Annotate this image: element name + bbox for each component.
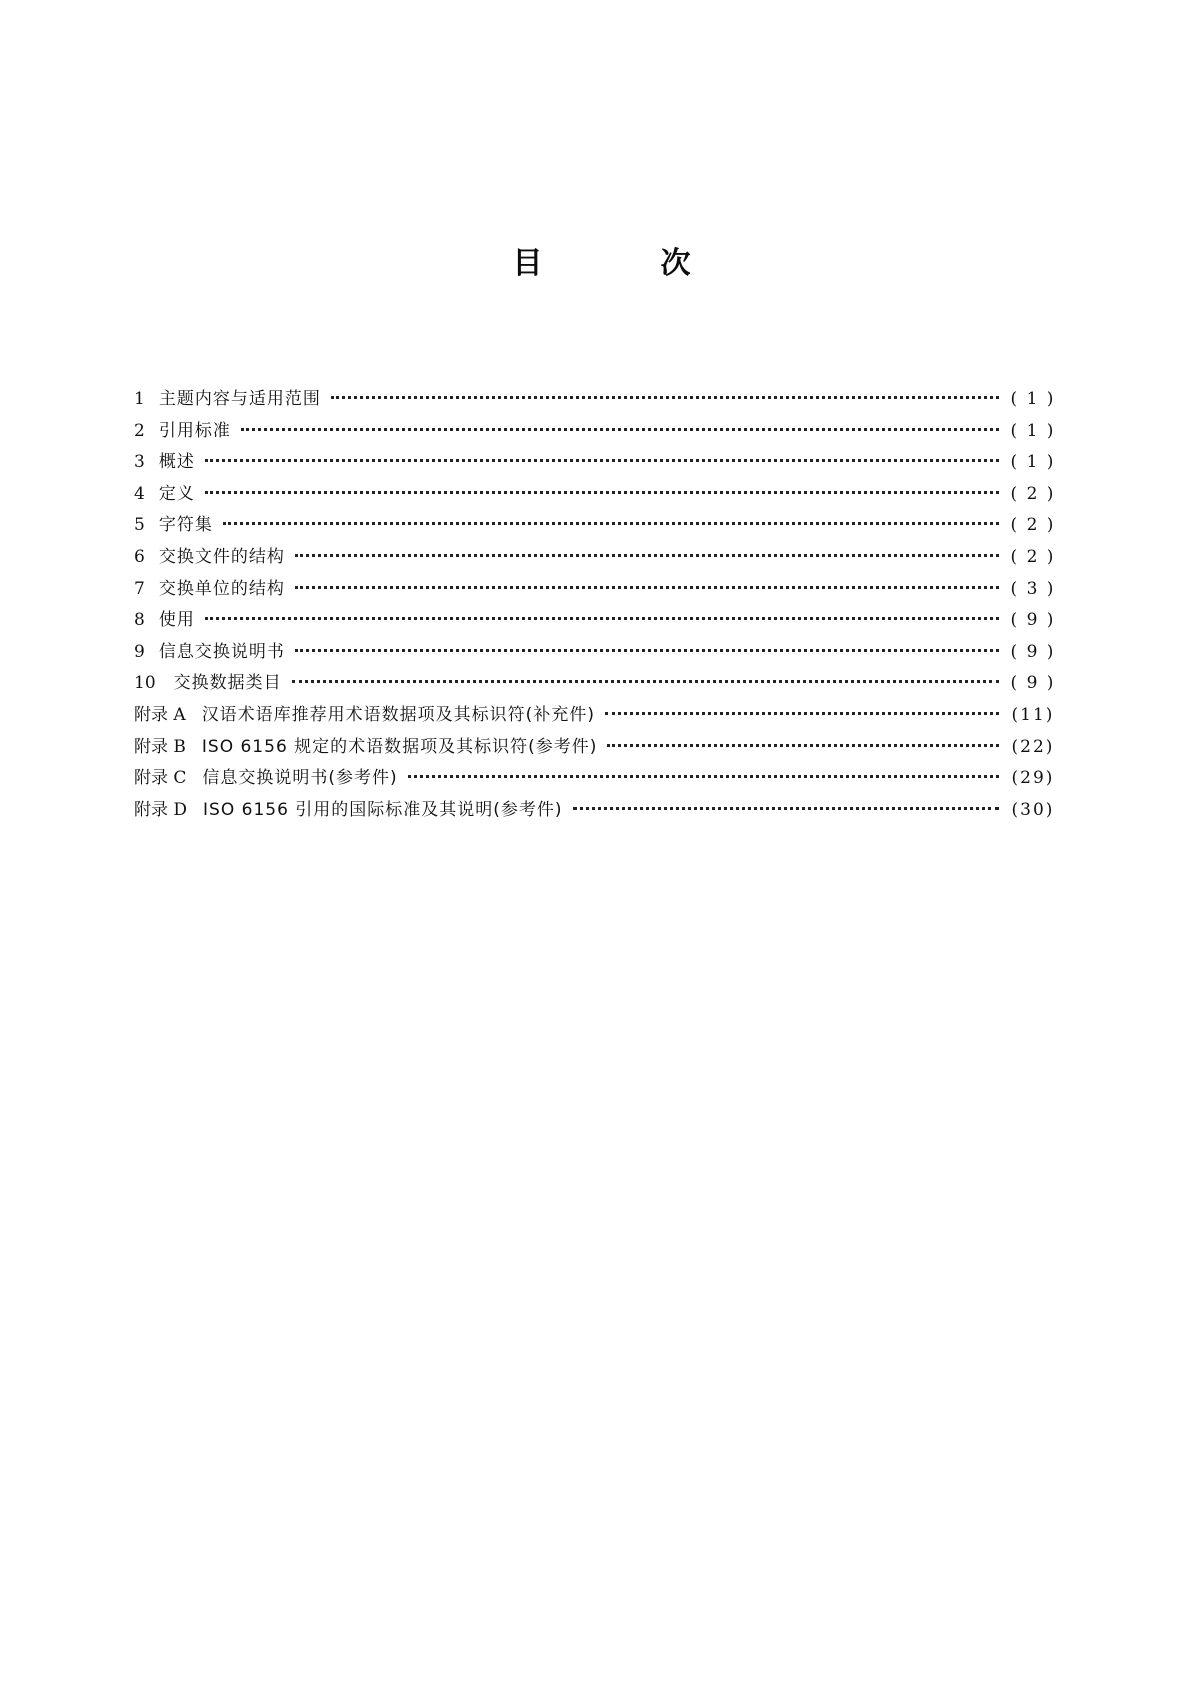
toc-entry-title: 信息交换说明书 — [158, 641, 285, 662]
toc-entry — [134, 416, 1059, 448]
toc-entry-page: ( 9 ) — [1010, 641, 1056, 662]
table-of-contents — [134, 384, 1059, 826]
toc-appendix-label: 附录 D — [134, 799, 188, 820]
toc-entry-page: (30) — [1011, 799, 1055, 820]
toc-entry-page: ( 1 ) — [1010, 420, 1056, 441]
toc-leader-dots — [295, 648, 999, 652]
toc-entry-title: ISO 6156 规定的术语数据项及其标识符(参考件) — [201, 736, 598, 757]
toc-leader-dots — [295, 553, 999, 557]
toc-entry-number: 5 — [134, 515, 145, 536]
toc-leader-dots — [331, 395, 999, 399]
toc-appendix-label: 附录 C — [134, 768, 187, 789]
toc-appendix-entry — [134, 700, 1059, 732]
toc-leader-dots — [205, 490, 999, 494]
toc-entry-page: ( 9 ) — [1010, 610, 1056, 631]
toc-entry-page: ( 2 ) — [1010, 546, 1056, 567]
toc-leader-dots — [605, 711, 999, 715]
toc-entry-title: ISO 6156 引用的国际标准及其说明(参考件) — [203, 799, 563, 820]
toc-entry-number: 7 — [134, 578, 145, 599]
toc-leader-dots — [408, 774, 999, 778]
toc-entry — [134, 637, 1059, 669]
toc-entry-title: 使用 — [158, 610, 195, 631]
page-title-char-2: 次 — [660, 246, 691, 281]
toc-entry-page: (29) — [1011, 768, 1055, 789]
toc-leader-dots — [607, 743, 999, 747]
toc-entry-title: 概述 — [158, 452, 195, 473]
toc-entry-page: ( 2 ) — [1010, 483, 1056, 504]
toc-entry-number: 3 — [134, 452, 145, 473]
toc-appendix-entry — [134, 732, 1059, 764]
toc-appendix-entry — [134, 795, 1059, 827]
toc-appendix-entry — [134, 763, 1059, 795]
toc-entry — [134, 574, 1059, 606]
toc-entry-number: 9 — [134, 641, 145, 662]
toc-entry-number: 4 — [134, 483, 145, 504]
toc-entry-page: ( 9 ) — [1010, 673, 1056, 694]
toc-entry-title: 定义 — [158, 483, 195, 504]
toc-entry — [134, 668, 1059, 700]
toc-entry-number: 6 — [134, 546, 145, 567]
toc-leader-dots — [295, 585, 999, 589]
toc-leader-dots — [241, 427, 999, 431]
toc-entry — [134, 605, 1059, 637]
toc-entry-title: 交换数据类目 — [173, 673, 282, 694]
toc-entry-number: 1 — [134, 389, 145, 409]
toc-entry-title: 交换文件的结构 — [158, 546, 285, 567]
toc-entry-page: ( 1 ) — [1010, 389, 1056, 409]
toc-leader-dots — [292, 679, 999, 683]
toc-leader-dots — [205, 616, 999, 620]
toc-entry — [134, 479, 1059, 511]
toc-entry-title: 交换单位的结构 — [158, 578, 285, 599]
toc-entry-page: ( 1 ) — [1010, 452, 1056, 473]
toc-leader-dots — [205, 458, 999, 462]
toc-entry — [134, 447, 1059, 479]
toc-entry-page: ( 3 ) — [1010, 578, 1056, 599]
toc-entry-title: 信息交换说明书(参考件) — [202, 768, 398, 789]
toc-entry-page: (22) — [1011, 736, 1055, 757]
toc-entry-number: 8 — [134, 610, 145, 631]
toc-leader-dots — [573, 806, 999, 810]
toc-entry-number: 10 — [134, 673, 156, 694]
toc-entry — [134, 510, 1059, 542]
toc-entry-page: ( 2 ) — [1010, 515, 1056, 536]
page-title-char-1: 目 — [512, 246, 543, 281]
toc-entry-title: 主题内容与适用范围 — [158, 389, 321, 409]
toc-entry — [134, 542, 1059, 574]
page-title — [6, 238, 1191, 282]
toc-entry-title: 引用标准 — [158, 420, 231, 441]
toc-appendix-label: 附录 B — [134, 736, 186, 757]
toc-entry-title: 字符集 — [158, 515, 213, 536]
toc-appendix-label: 附录 A — [134, 704, 186, 725]
toc-entry-title: 汉语术语库推荐用术语数据项及其标识符(补充件) — [201, 704, 595, 725]
toc-entry — [134, 384, 1059, 416]
toc-entry-page: (11) — [1011, 704, 1055, 725]
toc-leader-dots — [223, 521, 999, 525]
toc-entry-number: 2 — [134, 420, 145, 441]
